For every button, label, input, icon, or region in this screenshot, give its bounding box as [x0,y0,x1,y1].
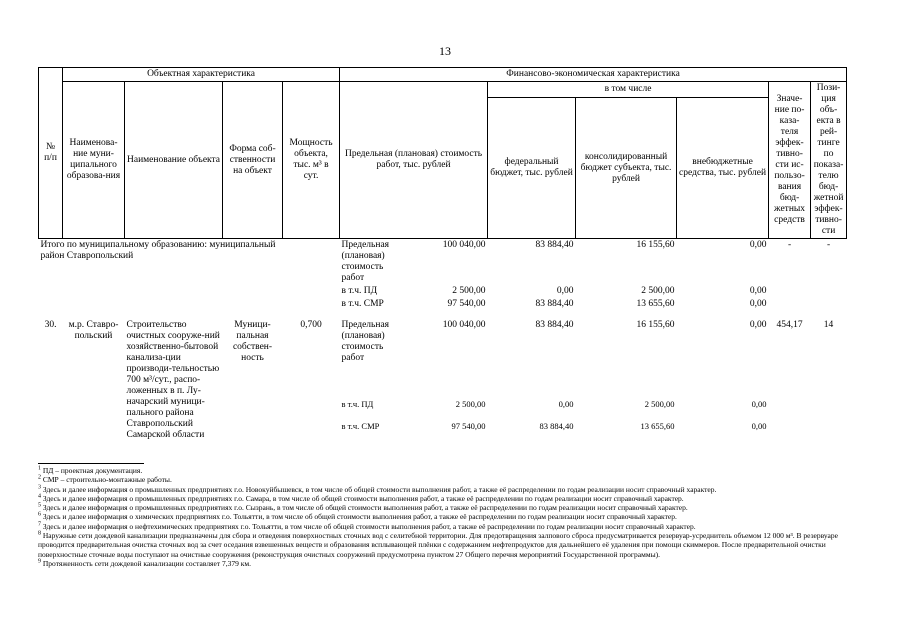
row-pd-label: в т.ч. ПД [341,398,374,409]
row-smr-offbudget: 0,00 [751,420,767,431]
row-smr-label: в т.ч. СМР [341,420,380,431]
footnote: $^6$ Здесь и далее информация о химических предприятиях г.о. Тольятти, в том числе об общей стоимости выполнения работ, а также её распределении по годам реализации носит справочный характер. [38,511,677,522]
total-smr-regional: 13 655,60 [636,299,675,309]
page-number: 13 [439,44,451,58]
total-smr-federal: 83 884,40 [535,299,574,309]
total-pd-regional: 2 500,00 [641,286,675,296]
financial-table [38,67,847,442]
row-smr-cost: 97 540,00 [451,420,486,431]
total-smr-cost: 97 540,00 [447,299,486,309]
row-pd-offbudget: 0,00 [751,398,767,409]
row-federal: 83 884,40 [535,320,574,330]
header-federal: федеральный бюджет, тыс. рублей [488,98,576,239]
header-ownership: Форма соб-ственности на объект [223,82,283,239]
total-label: Итого по муниципальному образованию: муниципальный район Ставропольский [40,240,276,261]
total-offbudget: 0,00 [749,240,767,250]
row-cost-label: Предельная (плановая) стоимость работ [341,320,390,363]
row-ownership: Муници-пальная собствен-ность [232,320,273,363]
footnote-separator [38,463,144,464]
header-efficiency: Значе-ние по-каза-теля эффек-тивно-сти ис-пользо-вания бюд-жетных средств [769,82,811,239]
total-efficiency: - [787,240,792,250]
header-capacity: Мощность объекта, тыс. м³ в сут. [283,82,340,239]
header-offbudget: внебюджетные средства, тыс. рублей [677,98,769,239]
row-efficiency: 454,17 [776,320,803,330]
row-number: 30. [44,320,57,330]
header-object-group: Объектная характеристика [63,68,340,82]
row-cost: 100 040,00 [442,320,486,330]
total-federal: 83 884,40 [535,240,574,250]
footnote: $^7$ Здесь и далее информация о нефтехимических предприятиях г.о. Тольятти, в том числе об общей стоимости выполнения работ, а также её распределении по годам реализации носит справочный характер. [38,521,696,531]
table-row [39,319,847,398]
total-pd-offbudget: 0,00 [749,286,767,296]
header-including: в том числе [488,82,769,98]
header-finance-group: Финансово-экономическая характеристика [340,68,847,82]
header-regional: консолидированный бюджет субъекта, тыс. рублей [576,98,677,239]
header-cost: Предельная (плановая) стоимость работ, тыс. рублей [340,82,488,239]
header-municipality: Наименова-ние муни-ципального образова-ния [63,82,125,239]
row-smr-regional: 13 655,60 [640,420,675,431]
footnote: $^2$ СМР – строительно-монтажные работы. [38,474,172,485]
footnotes [38,463,850,568]
total-cost: 100 040,00 [442,240,486,250]
footnote: $^5$ Здесь и далее информация о промышленных предприятиях г.о. Сызрань, в том числе об общей стоимости выполнения работ, а также её распределении по годам реализации носит справочный характер. [38,502,688,513]
footnote: $^3$ Здесь и далее информация о промышленных предприятиях г.о. Новокуйбышевск, в том числе об общей стоимости выполнения работ, а также её распределении по годам реализации носит справочный характер. [38,484,717,494]
row-offbudget: 0,00 [749,320,767,330]
total-regional: 16 155,60 [636,240,675,250]
total-rank: - [826,240,831,250]
row-municipality: м.р. Ставро-польский [68,320,119,341]
footnote: $^4$ Здесь и далее информация о промышленных предприятиях г.о. Самара, в том числе об общей стоимости выполнения работ, а также её распределении по годам реализации носит справочный характер. [38,493,684,503]
header-object-name: Наименование объекта [125,82,223,239]
row-pd-regional: 2 500,00 [644,398,675,409]
total-pd-label: в т.ч. ПД [341,286,378,296]
document-body [38,67,846,442]
header-rank: Пози-ция объ-екта в рей-тинге по показа-телю бюд-жетной эффек-тивно-сти [811,82,847,239]
row-regional: 16 155,60 [636,320,675,330]
total-smr-offbudget: 0,00 [749,299,767,309]
total-cost-label: Предельная (плановая) стоимость работ [341,240,390,283]
total-pd-federal: 0,00 [556,286,574,296]
row-object-name: Строительство очистных сооруже-ний хозяйственно-бытовой канализа-ции производи-тельностью 700 м³/сут., распо-ложенных в п. Лу-начарский муници-пального района Ставропольский Самарской области [126,320,220,440]
row-capacity: 0,700 [300,320,322,330]
row-pd-federal: 0,00 [558,398,574,409]
footnote: $^9$ Протяженность сети дождевой канализации составляет 7,379 км. [38,558,252,568]
row-rank: 14 [823,320,834,330]
header-number: № п/п [39,68,63,239]
total-smr-label: в т.ч. СМР [341,299,384,309]
row-smr-federal: 83 884,40 [539,420,574,431]
footnote: $^1$ ПД – проектная документация. [38,465,143,475]
row-pd-cost: 2 500,00 [455,398,486,409]
footnote: $^8$ Наружные сети дождевой канализации предназначены для сбора и отведения поверхностных сточных вод с селитебной территории. Для предотвращения залпового сброса предусматривается резервуар-усреднитель объемом 12 000 м³. В резервуаре проводится предварительная очистка сточных вод за счет оседания взвешенных веществ и образования всплывающей плёнки с содержанием нефтепродуктов для дальнейшего её удаления при помощи скиммеров. После предварительной очистки поверхностные сточные воды поступают на очистные сооружения (реконструкция очистных сооружений предусмотрена пунктом 27 Общего перечня мероприятий Государственной программы). [38,530,838,559]
total-pd-cost: 2 500,00 [452,286,486,296]
total-row [39,239,847,286]
